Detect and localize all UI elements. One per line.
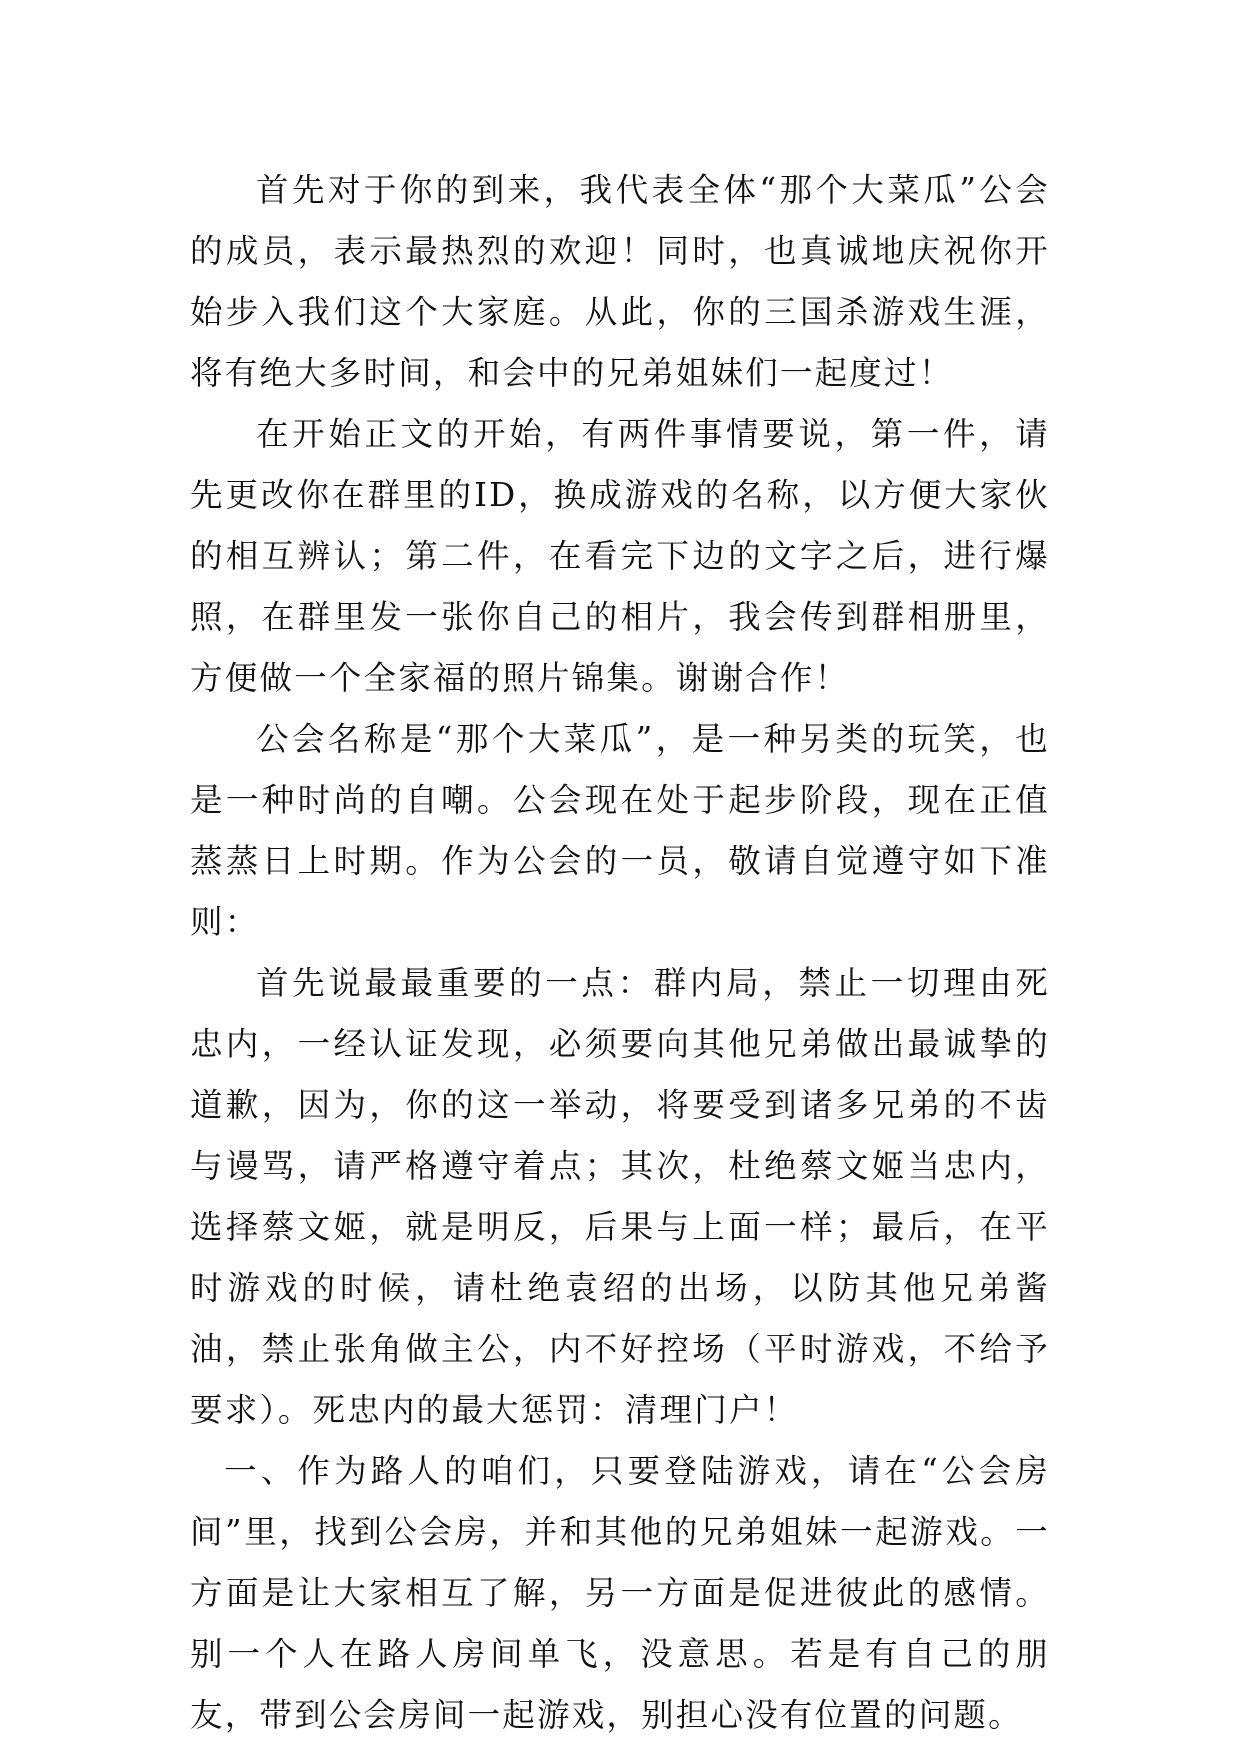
paragraph-rule-one: 一、作为路人的咱们，只要登陆游戏，请在“公会房间”里，找到公会房，并和其他的兄弟姐妹一起游戏。一方面是让大家相互了解，另一方面是促进彼此的感情。别一个人在路人房间单飞，没意思。若是有自己的朋友，带到公会房间一起游戏，别担心没有位置的问题。: [190, 1452, 1050, 1734]
paragraph-guild-name: 公会名称是“那个大菜瓜”，是一种另类的玩笑，也是一种时尚的自嘲。公会现在处于起步阶段，现在正值蒸蒸日上时期。作为公会的一员，敬请自觉遵守如下准则：: [190, 720, 1050, 941]
paragraph-rules: 首先说最最重要的一点：群内局，禁止一切理由死忠内，一经认证发现，必须要向其他兄弟做出最诚挚的道歉，因为，你的这一举动，将要受到诸多兄弟的不齿与谩骂，请严格遵守着点；其次，杜绝蔡文姬当忠内，选择蔡文姬，就是明反，后果与上面一样；最后，在平时游戏的时候，请杜绝袁绍的出场，以防其他兄弟酱油，禁止张角做主公，内不好控场（平时游戏，不给予要求）。死忠内的最大惩罚：清理门户！: [190, 964, 1050, 1429]
paragraph-welcome: 首先对于你的到来，我代表全体“那个大菜瓜”公会的成员，表示最热烈的欢迎！同时，也真诚地庆祝你开始步入我们这个大家庭。从此，你的三国杀游戏生涯，将有绝大多时间，和会中的兄弟姐妹们一起度过！: [190, 171, 1050, 392]
paragraph-instructions: 在开始正文的开始，有两件事情要说，第一件，请先更改你在群里的ID，换成游戏的名称，以方便大家伙的相互辨认；第二件，在看完下边的文字之后，进行爆照，在群里发一张你自己的相片，我会传到群相册里，方便做一个全家福的照片锦集。谢谢合作！: [190, 415, 1050, 697]
document-body: [190, 160, 1050, 1746]
